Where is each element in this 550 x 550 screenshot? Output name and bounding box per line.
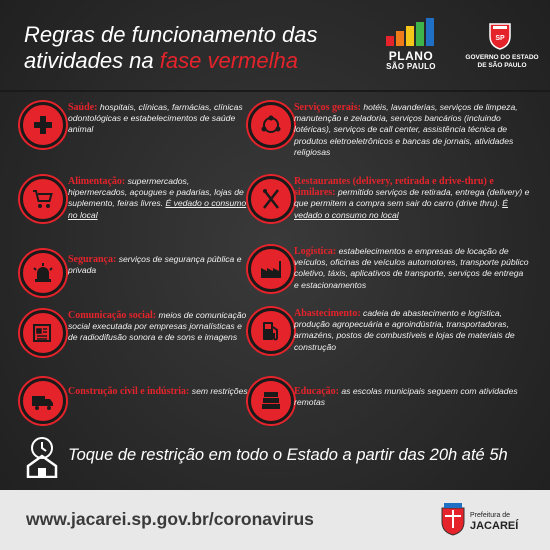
title-highlight: fase vermelha xyxy=(159,48,298,73)
state-seal-icon xyxy=(488,20,512,50)
fuel-icon xyxy=(248,308,294,354)
city-crest-icon xyxy=(440,502,466,536)
svg-text:SP: SP xyxy=(495,35,505,42)
item-heading: Educação: xyxy=(294,386,339,397)
cutlery-icon xyxy=(248,176,294,222)
truck-icon xyxy=(20,378,66,424)
footer xyxy=(0,490,550,550)
item-heading: Comunicação social: xyxy=(68,310,157,321)
newspaper-icon xyxy=(20,310,66,356)
item-note: É vedado o consumo no local xyxy=(294,198,508,220)
website-link[interactable]: www.jacarei.sp.gov.br/coronavirus xyxy=(26,509,314,529)
cart-icon xyxy=(20,176,66,222)
header xyxy=(0,0,550,88)
item-body: hospitais, clínicas, farmácias, clínicas odontológicas e estabelecimentos de saúde animal xyxy=(68,102,243,135)
plano-sao-paulo-logo xyxy=(378,18,444,72)
cross-icon xyxy=(20,102,66,148)
siren-icon xyxy=(20,250,66,296)
page-title xyxy=(24,22,344,74)
governo-logo xyxy=(460,20,544,80)
title-line2: atividades na xyxy=(24,48,160,73)
item-heading: Logística: xyxy=(294,246,337,257)
title-line1: Regras de funcionamento das xyxy=(24,22,318,47)
curfew-notice: Toque de restrição em todo o Estado a partir das 20h até 5h xyxy=(68,446,508,464)
item-note: É vedado o consumo no local xyxy=(68,198,247,220)
item-heading: Serviços gerais: xyxy=(294,102,361,113)
item-body: supermercados, hipermercados, açougues e padarias, lojas de suplemento, feiras livres. xyxy=(68,176,244,209)
item-heading: Construção civil e indústria: xyxy=(68,386,190,397)
divider xyxy=(0,90,550,92)
gov-line2: DE SÃO PAULO xyxy=(477,62,527,69)
plano-label: PLANO xyxy=(388,49,434,63)
item-heading: Abastecimento: xyxy=(294,308,361,319)
books-icon xyxy=(248,378,294,424)
prefeitura-label: Prefeitura de xyxy=(470,512,511,519)
item-body: permitido serviços de retirada, entrega (delivery) e que permitem a compra sem sair do carro (drive thru). xyxy=(294,187,530,209)
item-body: cadeia de abastecimento e logística, produção agropecuária e agroindústria, transportadoras, armazéns, postos de combustíveis e lojas de materiais de construção xyxy=(294,308,515,352)
item-body: as escolas municipais seguem com atividades remotas xyxy=(294,386,518,408)
item-body: meios de comunicação social executada por empresas jornalísticas e de radiodifusão sonora e de sons e imagens xyxy=(68,310,247,343)
factory-icon xyxy=(248,246,294,292)
network-icon xyxy=(248,102,294,148)
house-clock-icon xyxy=(22,436,62,478)
item-heading: Segurança: xyxy=(68,254,117,265)
item-body: serviços de segurança pública e privada xyxy=(68,254,242,276)
item-heading: Restaurantes (delivery, retirada e drive-thru) e similares: xyxy=(294,176,494,199)
city-name: JACAREÍ xyxy=(470,520,519,532)
sao-paulo-label: SÃO PAULO xyxy=(386,62,436,71)
gov-line1: GOVERNO DO ESTADO xyxy=(465,54,539,61)
item-body: sem restrições xyxy=(191,386,248,396)
item-heading: Saúde: xyxy=(68,102,98,113)
bars-icon xyxy=(386,18,436,46)
item-body: estabelecimentos e empresas de locação de veículos, oficinas de veículos automotores, transporte público coletivo, táxis, aplicativos de transporte, serviços de entrega e estacionamentos xyxy=(294,246,529,290)
item-heading: Alimentação: xyxy=(68,176,126,187)
item-body: hotéis, lavanderias, serviços de limpeza, manutenção e zeladoria, serviços bancários (incluindo lotéricas), serviços de call center, assistência técnica de produtos eletroeletrônicos e bancas de jornais, atividades religiosas xyxy=(294,102,518,157)
